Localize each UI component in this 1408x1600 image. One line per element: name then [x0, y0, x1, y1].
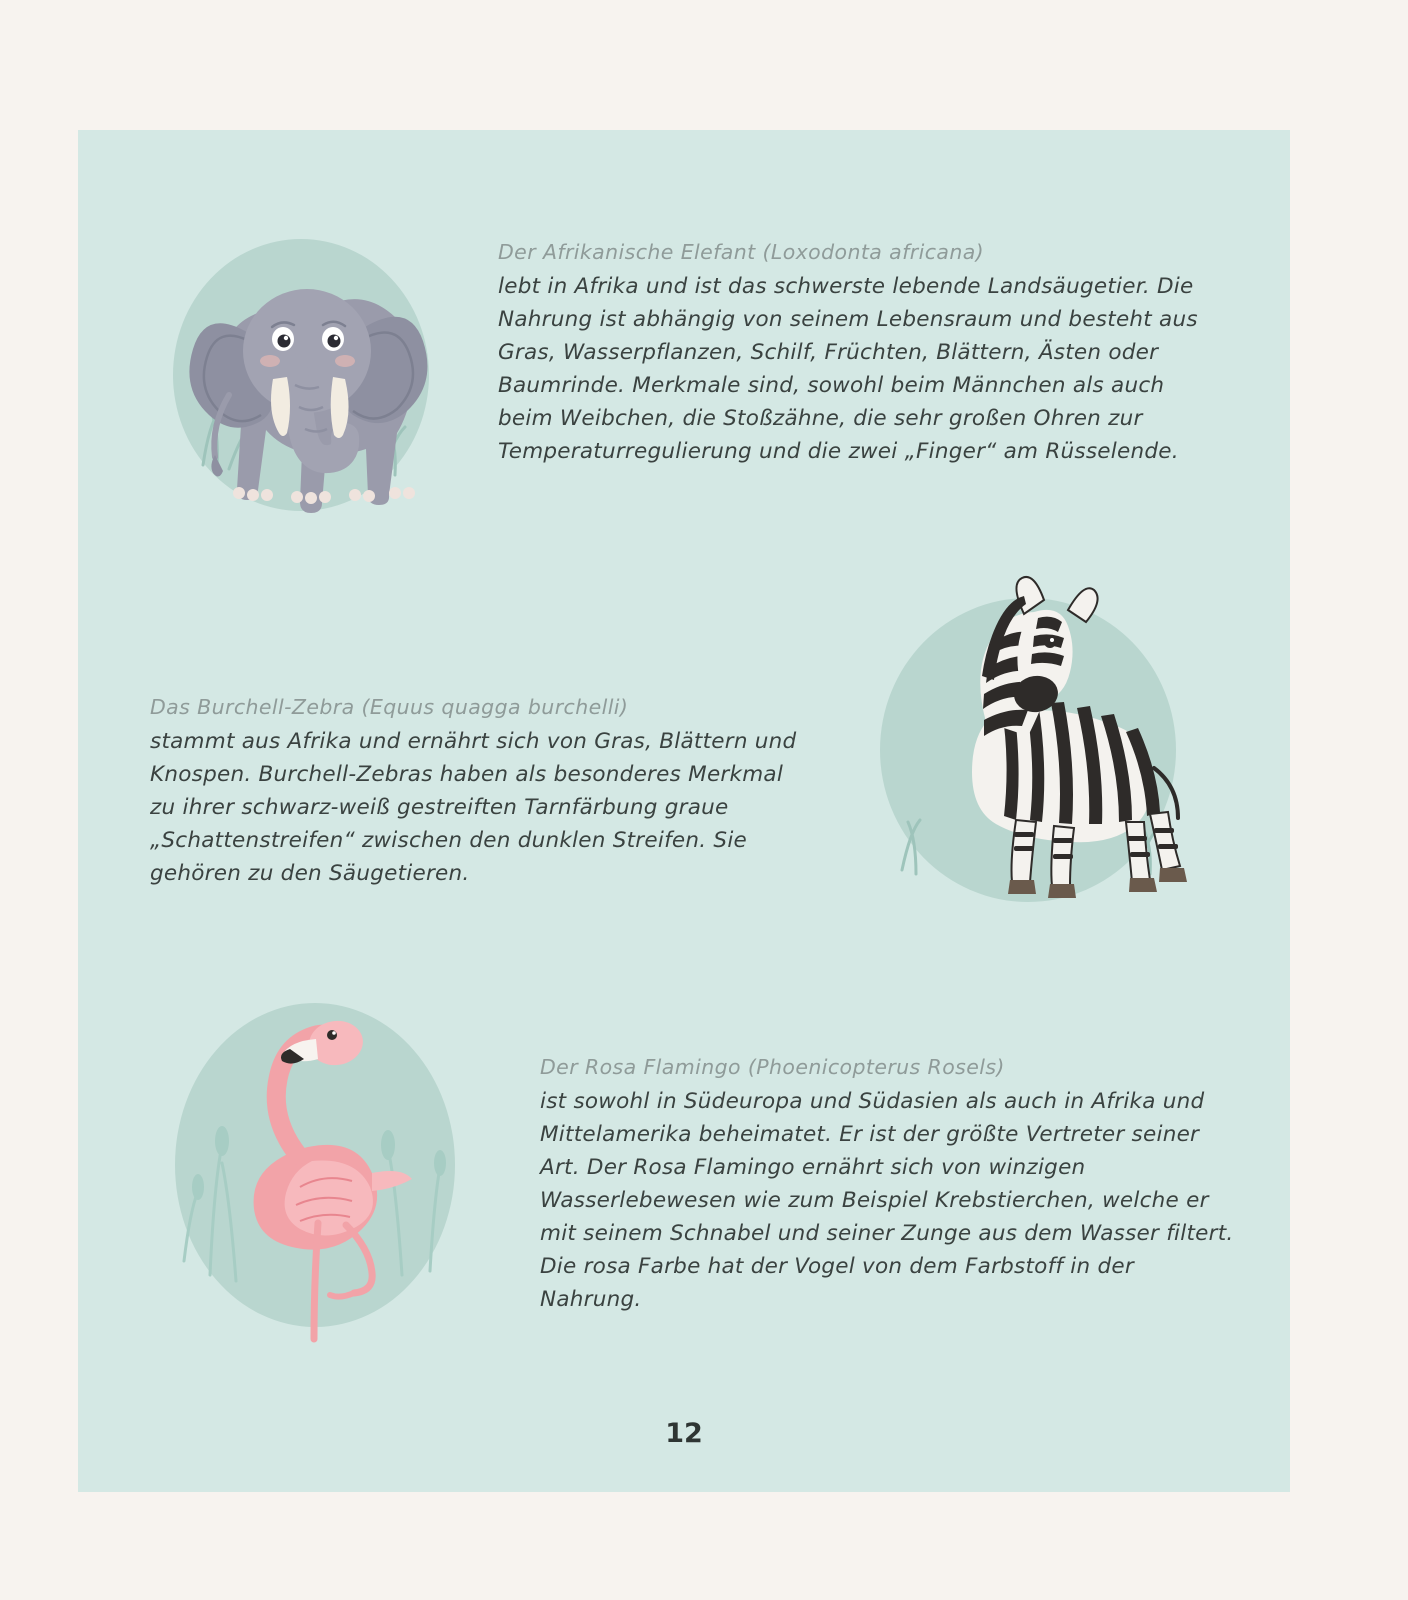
entry-body-elephant: lebt in Afrika und ist das schwerste lebende Landsäugetier. Die Nahrung ist abhängig von seinem Lebensraum und besteht aus Gras, Wasserpflanzen, Schilf, Früchten, Blättern, Ästen oder Baumrinde. Merkmale sind, sowohl beim Männchen als auch beim Weibchen, die Stoßzähne, die sehr großen Ohren zur Temperaturregulierung und die zwei „Finger“ am Rüsselende.	[498, 274, 1198, 464]
entry-title-elephant: Der Afrikanische Elefant (Loxodonta africana)	[498, 240, 985, 264]
zebra-illustration	[838, 570, 1218, 940]
entry-zebra	[150, 695, 810, 890]
book-page	[78, 130, 1290, 1492]
entry-body-flamingo: ist sowohl in Südeuropa und Südasien als auch in Afrika und Mittelamerika beheimatet. Er ist der größte Vertreter seiner Art. Der Rosa Flamingo ernährt sich von winzigen Wasserlebewesen wie zum Beispiel Krebstierchen, welche er mit seinem Schnabel und seiner Zunge aus dem Wasser filtert. Die rosa Farbe hat der Vogel von dem Farbstoff in der Nahrung.	[540, 1089, 1234, 1312]
entry-title-flamingo: Der Rosa Flamingo (Phoenicopterus Rosels)	[540, 1055, 1005, 1079]
entry-title-zebra: Das Burchell-Zebra (Equus quagga burchelli)	[150, 695, 629, 719]
entry-body-zebra: stammt aus Afrika und ernährt sich von Gras, Blättern und Knospen. Burchell-Zebras haben als besonderes Merkmal zu ihrer schwarz-weiß gestreiften Tarnfärbung graue „Schattenstreifen“ zwischen den dunklen Streifen. Sie gehören zu den Säugetieren.	[150, 729, 797, 886]
flamingo-illustration	[140, 975, 490, 1355]
entry-flamingo	[540, 1055, 1240, 1316]
elephant-illustration	[133, 215, 473, 555]
page-number: 12	[665, 1418, 703, 1449]
entry-elephant	[498, 240, 1198, 468]
